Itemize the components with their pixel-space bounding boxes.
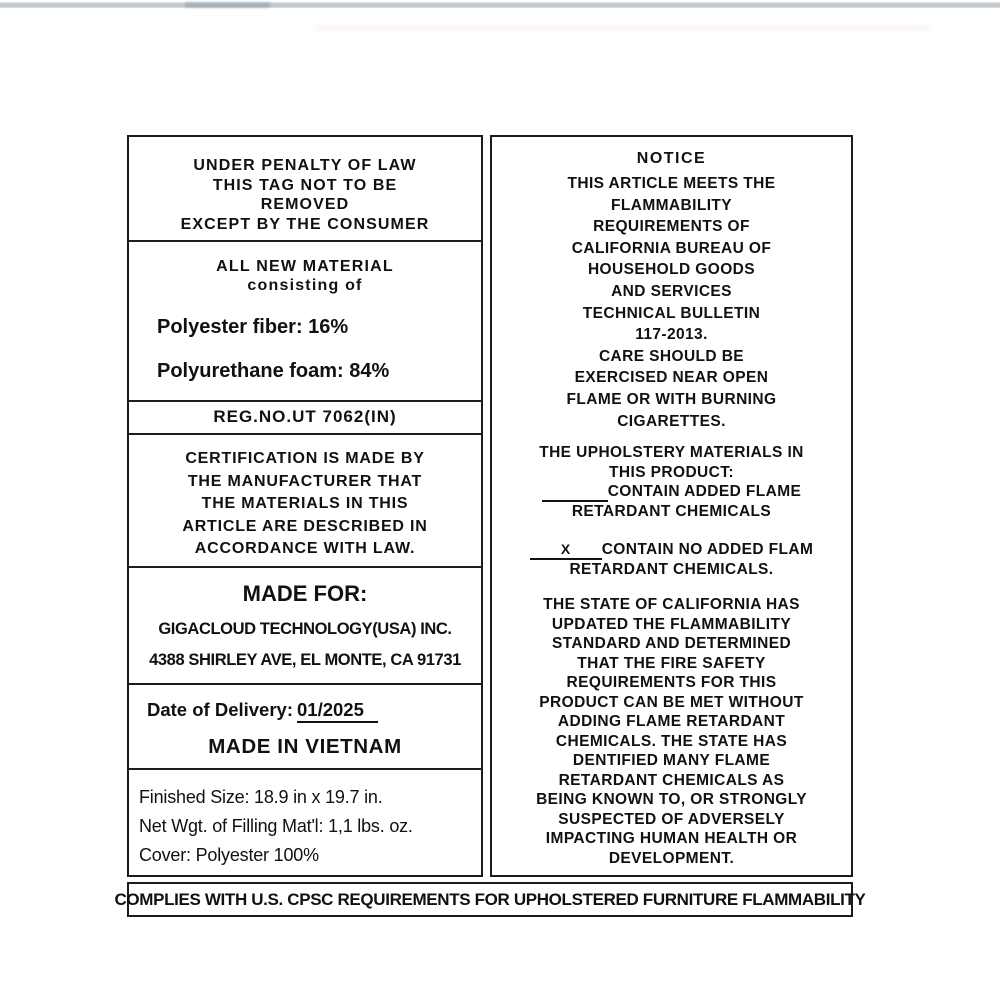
notice-title: NOTICE bbox=[636, 150, 707, 167]
cpsc-compliance-bar bbox=[114, 882, 866, 917]
made-for-title: MADE FOR: bbox=[242, 581, 368, 606]
made-for-address: 4388 SHIRLEY AVE, EL MONTE, CA 91731 bbox=[149, 651, 461, 669]
material-section bbox=[129, 242, 481, 402]
scan-smudge bbox=[185, 2, 270, 8]
delivery-date-label: Date of Delivery: bbox=[147, 699, 293, 720]
right-panel bbox=[490, 135, 853, 877]
flame-retardant-added-option bbox=[492, 482, 851, 521]
registration-number: REG.NO.UT 7062(IN) bbox=[129, 402, 481, 435]
delivery-date-line bbox=[129, 699, 481, 723]
fr-added-text1: CONTAIN ADDED FLAME bbox=[607, 483, 802, 501]
product-specs: Finished Size: 18.9 in x 19.7 in. Net Wgt. of Filling Mat'l: 1,1 lbs. oz. Cover: Polyester 100% bbox=[139, 787, 413, 865]
california-state-statement: THE STATE OF CALIFORNIA HAS UPDATED THE FLAMMABILITY STANDARD AND DETERMINED THAT THE FIRE SAFETY REQUIREMENTS FOR THIS PRODUCT CAN BE MET WITHOUT ADDING FLAME RETARDANT CHEMICALS. THE STATE HAS DENTIFIED MANY FLAME RETARDANT CHEMICALS AS BEING KNOWN TO, OR STRONGLY SUSPECTED OF ADVERSELY IMPACTING HUMAN HEALTH OR DEVELOPMENT. bbox=[536, 596, 807, 867]
delivery-section bbox=[129, 685, 481, 770]
fr-added-line2: RETARDANT CHEMICALS bbox=[571, 502, 772, 520]
fr-none-line2: RETARDANT CHEMICALS. bbox=[569, 560, 774, 578]
fr-none-text1: CONTAIN NO ADDED FLAM bbox=[601, 541, 814, 559]
flame-retardant-none-option bbox=[492, 540, 851, 579]
delivery-date-value: 01/2025 bbox=[297, 699, 378, 723]
made-for-section bbox=[129, 568, 481, 685]
fr-none-line1 bbox=[492, 540, 851, 560]
fr-added-line1 bbox=[492, 482, 851, 502]
window-top-edge bbox=[0, 2, 1000, 8]
made-for-company: GIGACLOUD TECHNOLOGY(USA) INC. bbox=[158, 620, 452, 638]
cpsc-compliance-text: COMPLIES WITH U.S. CPSC REQUIREMENTS FOR UPHOLSTERED FURNITURE FLAMMABILITY bbox=[114, 889, 866, 909]
notice-body: THIS ARTICLE MEETS THE FLAMMABILITY REQUIREMENTS OF CALIFORNIA BUREAU OF HOUSEHOLD GOODS AND SERVICES TECHNICAL BULLETIN 117-2013. CARE SHOULD BE EXERCISED NEAR OPEN FLAME OR WITH BURNING CIGARETTES. bbox=[566, 175, 777, 430]
penalty-statement: UNDER PENALTY OF LAW THIS TAG NOT TO BE REMOVED EXCEPT BY THE CONSUMER bbox=[129, 137, 481, 242]
country-of-origin: MADE IN VIETNAM bbox=[208, 735, 402, 758]
x-checkline: X bbox=[530, 541, 602, 560]
material-item-polyester: Polyester fiber: 16% bbox=[157, 316, 349, 338]
scan-artifact-band bbox=[315, 25, 930, 31]
material-item-polyurethane: Polyurethane foam: 84% bbox=[157, 360, 390, 382]
material-heading: ALL NEW MATERIAL consisting of bbox=[216, 258, 394, 294]
law-label bbox=[114, 135, 866, 917]
upholstery-statement: THE UPHOLSTERY MATERIALS IN THIS PRODUCT: bbox=[539, 444, 804, 481]
left-panel bbox=[127, 135, 483, 877]
certification-statement: CERTIFICATION IS MADE BY THE MANUFACTURER THAT THE MATERIALS IN THIS ARTICLE ARE DESCRIBED IN ACCORDANCE WITH LAW. bbox=[129, 435, 481, 568]
